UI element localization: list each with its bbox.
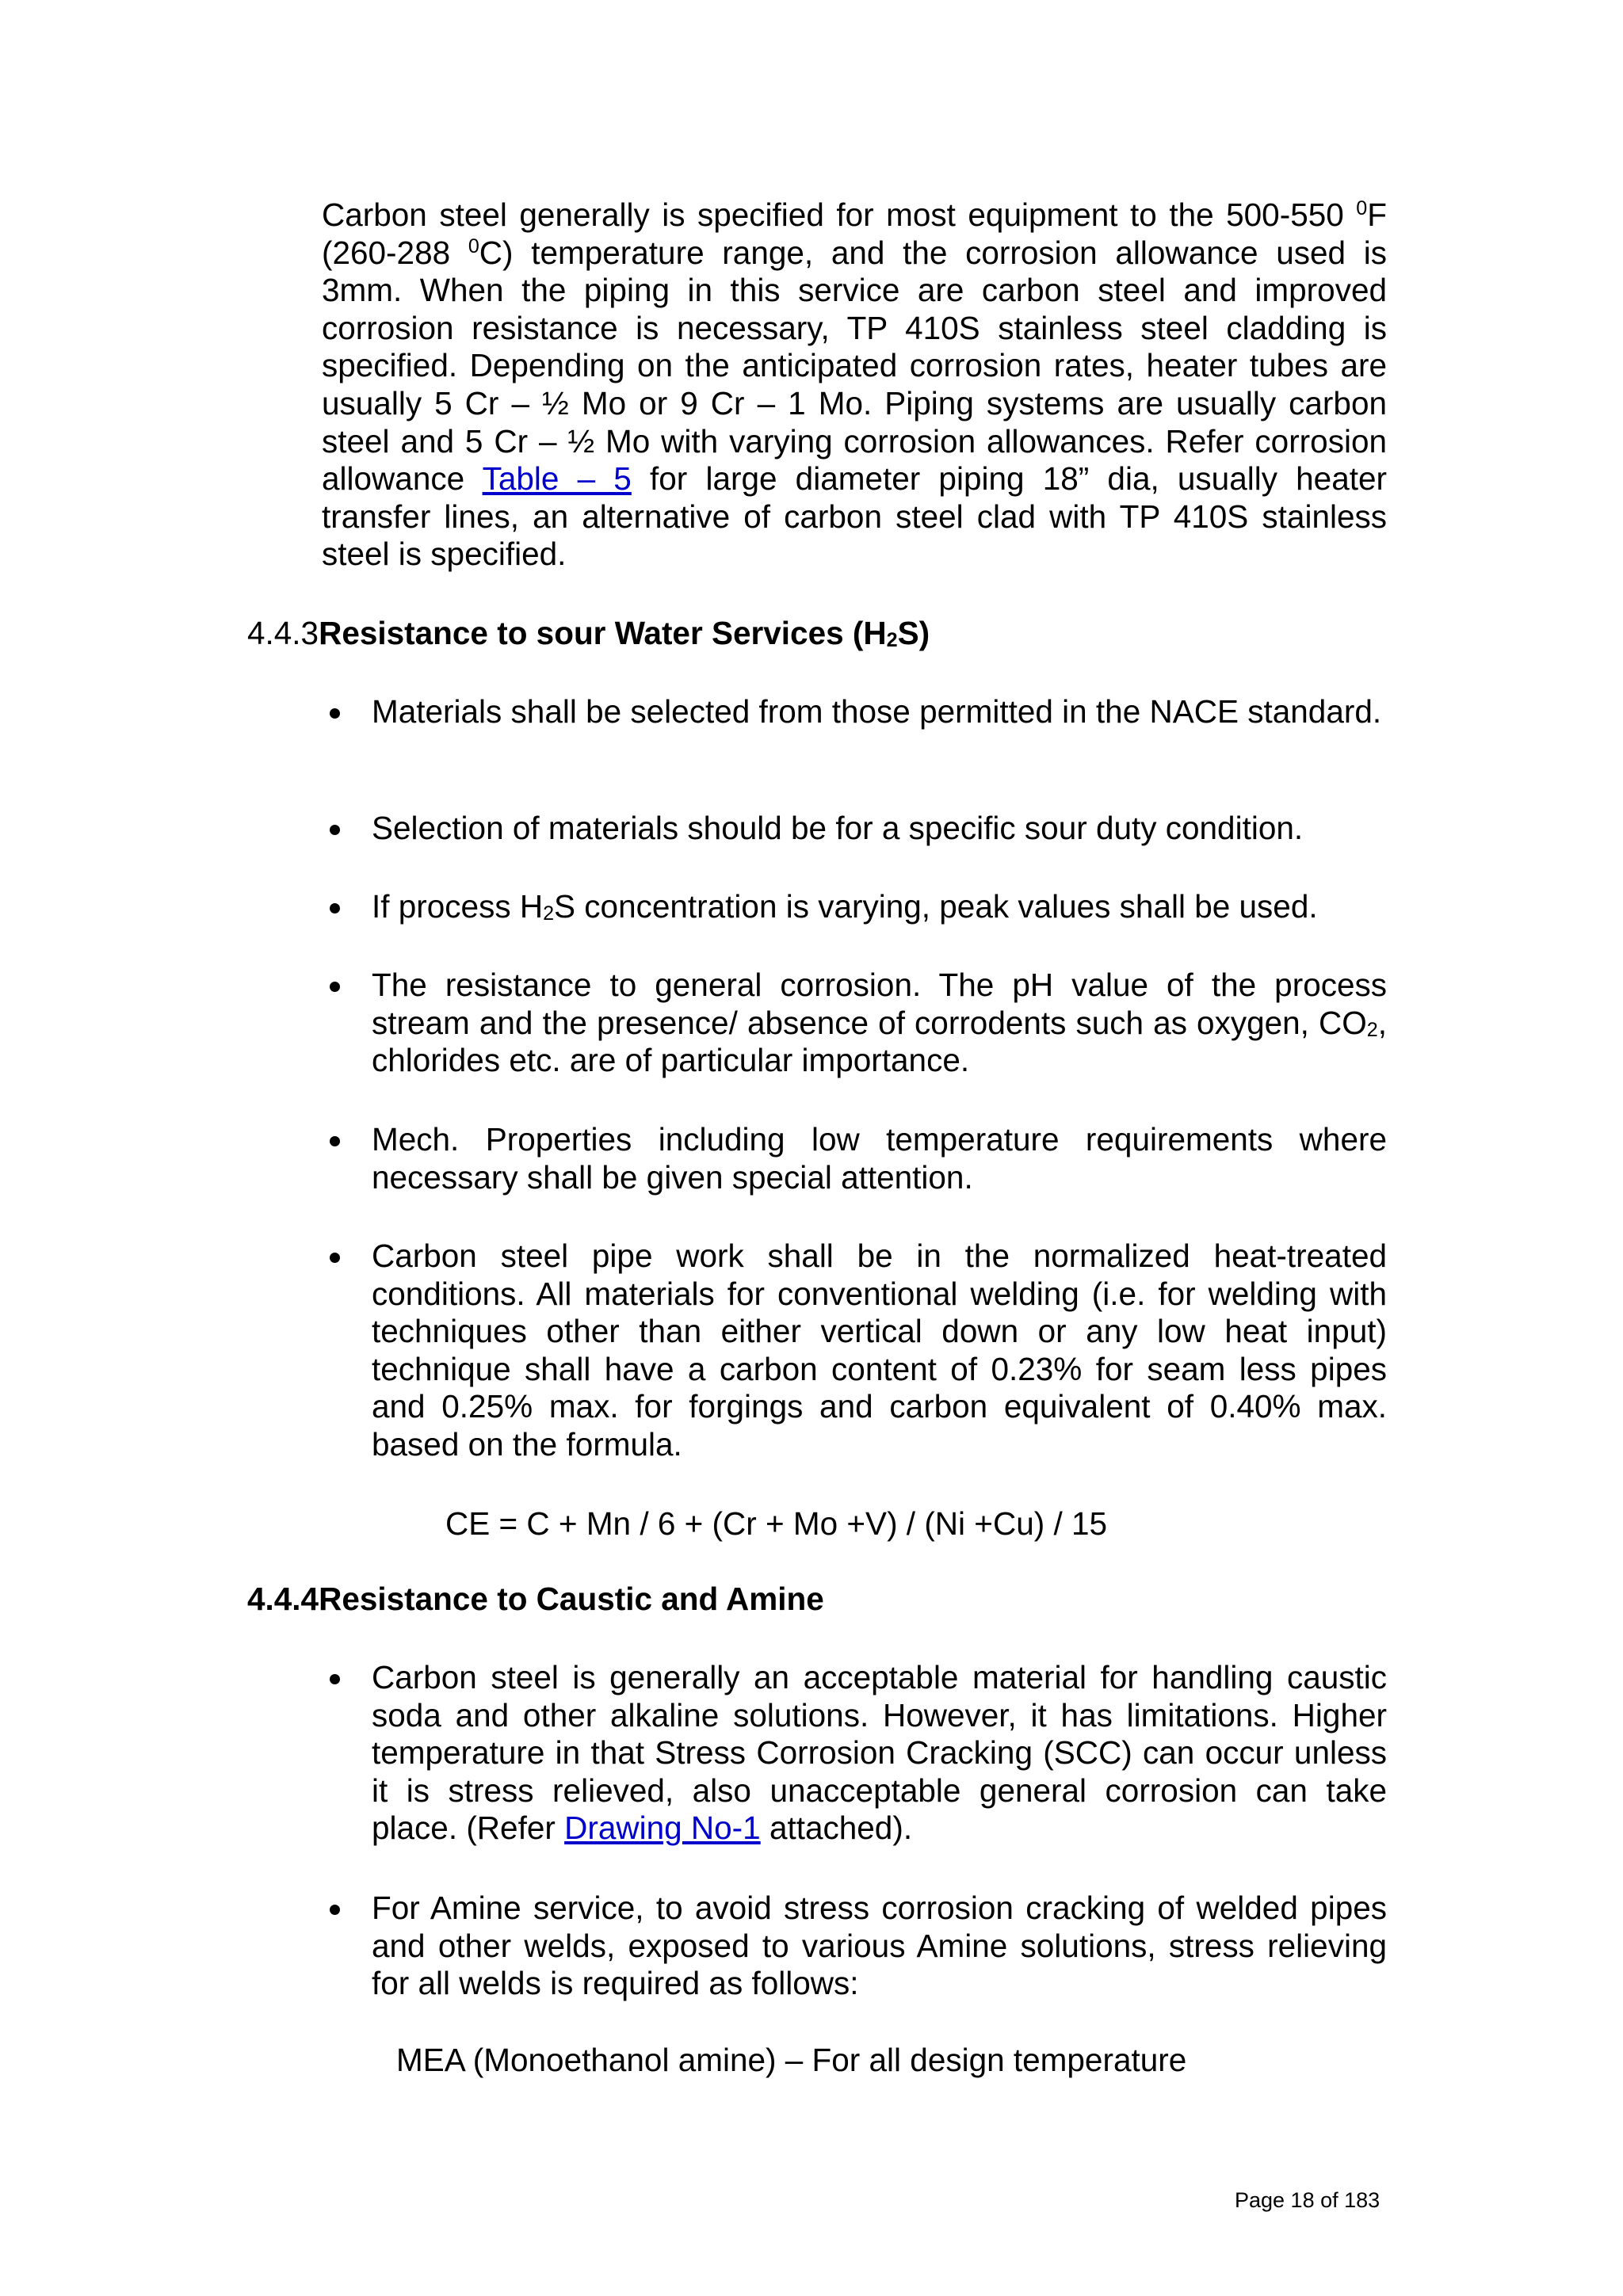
bullet-icon	[330, 903, 340, 913]
list-item-text: Mech. Properties including low temperature requirements where necessary shall be given special attention.	[372, 1121, 1387, 1196]
intro-text-2: F (260-288	[322, 196, 1387, 271]
list-item	[322, 1659, 1387, 1848]
formula: CE = C + Mn / 6 + (Cr + Mo +V) / (Ni +Cu) / 15	[445, 1505, 1108, 1542]
degree-superscript: 0	[468, 235, 479, 257]
list-item-text: For Amine service, to avoid stress corrosion cracking of welded pipes and other welds, exposed to various Amine solutions, stress relieving for all welds is required as follows:	[372, 1890, 1387, 2002]
section-heading-4-4-4	[247, 1581, 824, 1618]
list-item-text: Carbon steel is generally an acceptable material for handling caustic soda and other alkaline solutions. However, it has limitations. Higher temperature in that Stress Corrosion Cracking (SCC) can occur unless it is stress relieved, also unacceptable general corrosion can take place. (Refer	[372, 1659, 1387, 1847]
section-title-end: S)	[897, 615, 930, 651]
bullet-icon	[330, 1905, 340, 1915]
mea-line: MEA (Monoethanol amine) – For all design temperature	[396, 2042, 1187, 2078]
bullet-list	[322, 888, 1387, 926]
bullet-list	[322, 693, 1387, 731]
intro-text-3: C) temperature range, and the corrosion allowance used is 3mm. When the piping in this service are carbon steel and improved corrosion resistance is necessary, TP 410S stainless steel cladding is specified. Depending on the anticipated corrosion rates, heater tubes are usually 5 Cr – ½ Mo or 9 Cr – 1 Mo. Piping systems are usually carbon steel and 5 Cr – ½ Mo with varying corrosion allowances. Refer corrosion allowance	[322, 234, 1387, 498]
section-title: Resistance to sour Water Services (H	[319, 615, 887, 651]
subscript: 2	[543, 902, 555, 925]
list-item-text: attached).	[760, 1810, 913, 1847]
bullet-icon	[330, 1136, 340, 1146]
section-number: 4.4.4	[247, 1581, 319, 1617]
bullet-list	[322, 1890, 1387, 2003]
intro-paragraph	[322, 196, 1387, 574]
degree-superscript: 0	[1356, 197, 1368, 220]
intro-text-4: for large diameter piping 18” dia, usually heater transfer lines, an alternative of carbon steel clad with TP 410S stainless steel is specified.	[322, 460, 1387, 573]
subscript: 2	[1366, 1018, 1378, 1041]
page-number: Page 18 of 183	[1235, 2188, 1381, 2212]
list-item	[322, 1238, 1387, 1464]
table-5-link[interactable]: Table – 5	[482, 460, 632, 498]
section-heading-4-4-3	[247, 615, 930, 652]
list-item	[322, 693, 1387, 731]
list-item	[322, 888, 1387, 926]
list-item-text: S concentration is varying, peak values shall be used.	[554, 888, 1318, 925]
list-item-text: Carbon steel pipe work shall be in the normalized heat-treated conditions. All materials for conventional welding (i.e. for welding with techniques other than either vertical down or any low heat input) technique shall have a carbon content of 0.23% for seam less pipes and 0.25% max. for forgings and carbon equivalent of 0.40% max. based on the formula.	[372, 1238, 1387, 1463]
section-title: Resistance to Caustic and Amine	[319, 1581, 824, 1617]
section-number: 4.4.3	[247, 615, 319, 651]
bullet-icon	[330, 1253, 340, 1263]
list-item	[322, 810, 1387, 848]
bullet-list	[322, 1121, 1387, 1196]
list-item	[322, 1890, 1387, 2003]
list-item	[322, 967, 1387, 1080]
bullet-icon	[330, 982, 340, 992]
list-item-text: Selection of materials should be for a specific sour duty condition.	[372, 810, 1304, 846]
bullet-list	[322, 1238, 1387, 1464]
list-item-text: , chlorides etc. are of particular importance.	[372, 1004, 1387, 1079]
bullet-list	[322, 1659, 1387, 1848]
list-item-text: If process H	[372, 888, 544, 925]
bullet-list	[322, 810, 1387, 848]
list-item-text: The resistance to general corrosion. The pH value of the process stream and the presence/ absence of corrodents such as oxygen, CO	[372, 967, 1387, 1041]
subscript: 2	[886, 629, 898, 651]
bullet-icon	[330, 825, 340, 835]
drawing-no-1-link[interactable]: Drawing No-1	[564, 1810, 761, 1847]
list-item-text: Materials shall be selected from those permitted in the NACE standard.	[372, 693, 1382, 730]
bullet-icon	[330, 1674, 340, 1684]
bullet-list	[322, 967, 1387, 1080]
bullet-icon	[330, 708, 340, 719]
intro-text-1: Carbon steel generally is specified for most equipment to the 500-550	[322, 196, 1357, 233]
list-item	[322, 1121, 1387, 1196]
